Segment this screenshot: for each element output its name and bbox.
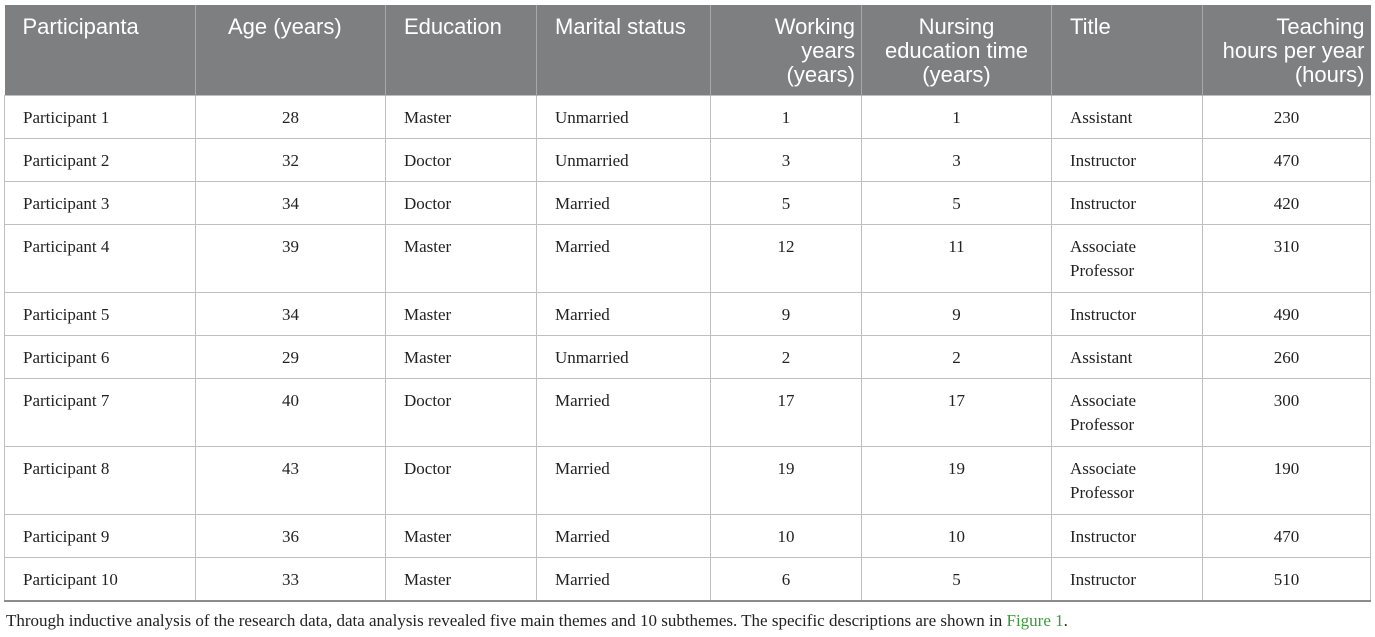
cell-education: Doctor xyxy=(386,139,537,182)
table-row xyxy=(5,447,1371,515)
cell-marital-status: Unmarried xyxy=(537,139,711,182)
cell-age: 28 xyxy=(196,96,386,139)
cell-marital-status: Unmarried xyxy=(537,96,711,139)
cell-nursing-education-time: 11 xyxy=(862,225,1052,293)
cell-education: Master xyxy=(386,558,537,602)
header-participant: Participanta xyxy=(5,5,196,96)
table-row xyxy=(5,558,1371,602)
table-row xyxy=(5,225,1371,293)
cell-title: Instructor xyxy=(1052,558,1203,602)
cell-teaching-hours: 300 xyxy=(1203,379,1371,447)
cell-education: Master xyxy=(386,515,537,558)
cell-nursing-education-time: 9 xyxy=(862,293,1052,336)
cell-nursing-education-time: 5 xyxy=(862,182,1052,225)
cell-education: Doctor xyxy=(386,379,537,447)
cell-title: Assistant xyxy=(1052,96,1203,139)
cell-participant: Participant 1 xyxy=(5,96,196,139)
footnote-tail: . xyxy=(1063,611,1068,630)
cell-working-years: 5 xyxy=(711,182,862,225)
cell-marital-status: Married xyxy=(537,558,711,602)
cell-nursing-education-time: 19 xyxy=(862,447,1052,515)
cell-title: Associate Professor xyxy=(1052,379,1203,447)
cell-title: Instructor xyxy=(1052,182,1203,225)
footnote-text: Through inductive analysis of the research data, data analysis revealed five main themes and 10 subthemes. The specific descriptions are shown in xyxy=(6,611,1007,630)
cell-marital-status: Married xyxy=(537,515,711,558)
header-nursing-education-time: Nursing education time (years) xyxy=(862,5,1052,96)
cell-age: 34 xyxy=(196,293,386,336)
cell-participant: Participant 10 xyxy=(5,558,196,602)
cell-title: Instructor xyxy=(1052,293,1203,336)
cell-age: 33 xyxy=(196,558,386,602)
cell-working-years: 19 xyxy=(711,447,862,515)
cell-teaching-hours: 470 xyxy=(1203,515,1371,558)
cell-age: 43 xyxy=(196,447,386,515)
cell-age: 39 xyxy=(196,225,386,293)
cell-working-years: 1 xyxy=(711,96,862,139)
cell-teaching-hours: 470 xyxy=(1203,139,1371,182)
cell-marital-status: Married xyxy=(537,225,711,293)
cell-working-years: 2 xyxy=(711,336,862,379)
header-age: Age (years) xyxy=(196,5,386,96)
cell-nursing-education-time: 17 xyxy=(862,379,1052,447)
cell-title: Instructor xyxy=(1052,139,1203,182)
table-row xyxy=(5,182,1371,225)
cell-nursing-education-time: 5 xyxy=(862,558,1052,602)
cell-nursing-education-time: 3 xyxy=(862,139,1052,182)
cell-teaching-hours: 260 xyxy=(1203,336,1371,379)
cell-nursing-education-time: 2 xyxy=(862,336,1052,379)
cell-nursing-education-time: 10 xyxy=(862,515,1052,558)
cell-age: 40 xyxy=(196,379,386,447)
cell-working-years: 3 xyxy=(711,139,862,182)
cell-working-years: 12 xyxy=(711,225,862,293)
cell-working-years: 6 xyxy=(711,558,862,602)
table-row xyxy=(5,515,1371,558)
cell-participant: Participant 9 xyxy=(5,515,196,558)
cell-working-years: 9 xyxy=(711,293,862,336)
cell-marital-status: Married xyxy=(537,447,711,515)
cell-teaching-hours: 230 xyxy=(1203,96,1371,139)
cell-participant: Participant 3 xyxy=(5,182,196,225)
cell-participant: Participant 8 xyxy=(5,447,196,515)
cell-title: Associate Professor xyxy=(1052,225,1203,293)
header-title: Title xyxy=(1052,5,1203,96)
cell-participant: Participant 4 xyxy=(5,225,196,293)
table-row xyxy=(5,96,1371,139)
cell-title: Assistant xyxy=(1052,336,1203,379)
header-marital-status: Marital status xyxy=(537,5,711,96)
cell-teaching-hours: 190 xyxy=(1203,447,1371,515)
header-teaching-hours: Teaching hours per year (hours) xyxy=(1203,5,1371,96)
header-working-years: Working years (years) xyxy=(711,5,862,96)
cell-teaching-hours: 420 xyxy=(1203,182,1371,225)
cell-education: Master xyxy=(386,225,537,293)
cell-nursing-education-time: 1 xyxy=(862,96,1052,139)
cell-title: Associate Professor xyxy=(1052,447,1203,515)
cell-participant: Participant 5 xyxy=(5,293,196,336)
cell-age: 36 xyxy=(196,515,386,558)
cell-age: 32 xyxy=(196,139,386,182)
table-row xyxy=(5,139,1371,182)
participants-table xyxy=(4,5,1371,602)
cell-marital-status: Married xyxy=(537,379,711,447)
cell-education: Master xyxy=(386,96,537,139)
cell-participant: Participant 7 xyxy=(5,379,196,447)
table-header-row xyxy=(5,5,1371,96)
cell-teaching-hours: 490 xyxy=(1203,293,1371,336)
cell-education: Doctor xyxy=(386,447,537,515)
cell-education: Master xyxy=(386,336,537,379)
participants-table-container xyxy=(4,5,1370,602)
cell-working-years: 10 xyxy=(711,515,862,558)
cell-marital-status: Married xyxy=(537,182,711,225)
table-row xyxy=(5,379,1371,447)
cell-teaching-hours: 510 xyxy=(1203,558,1371,602)
table-row xyxy=(5,336,1371,379)
cell-marital-status: Married xyxy=(537,293,711,336)
cell-participant: Participant 6 xyxy=(5,336,196,379)
cell-working-years: 17 xyxy=(711,379,862,447)
cell-education: Doctor xyxy=(386,182,537,225)
header-education: Education xyxy=(386,5,537,96)
cell-participant: Participant 2 xyxy=(5,139,196,182)
table-row xyxy=(5,293,1371,336)
cell-teaching-hours: 310 xyxy=(1203,225,1371,293)
cell-title: Instructor xyxy=(1052,515,1203,558)
figure-1-link[interactable]: Figure 1 xyxy=(1006,611,1064,630)
cell-marital-status: Unmarried xyxy=(537,336,711,379)
cell-education: Master xyxy=(386,293,537,336)
table-footnote xyxy=(6,611,1068,631)
cell-age: 29 xyxy=(196,336,386,379)
cell-age: 34 xyxy=(196,182,386,225)
